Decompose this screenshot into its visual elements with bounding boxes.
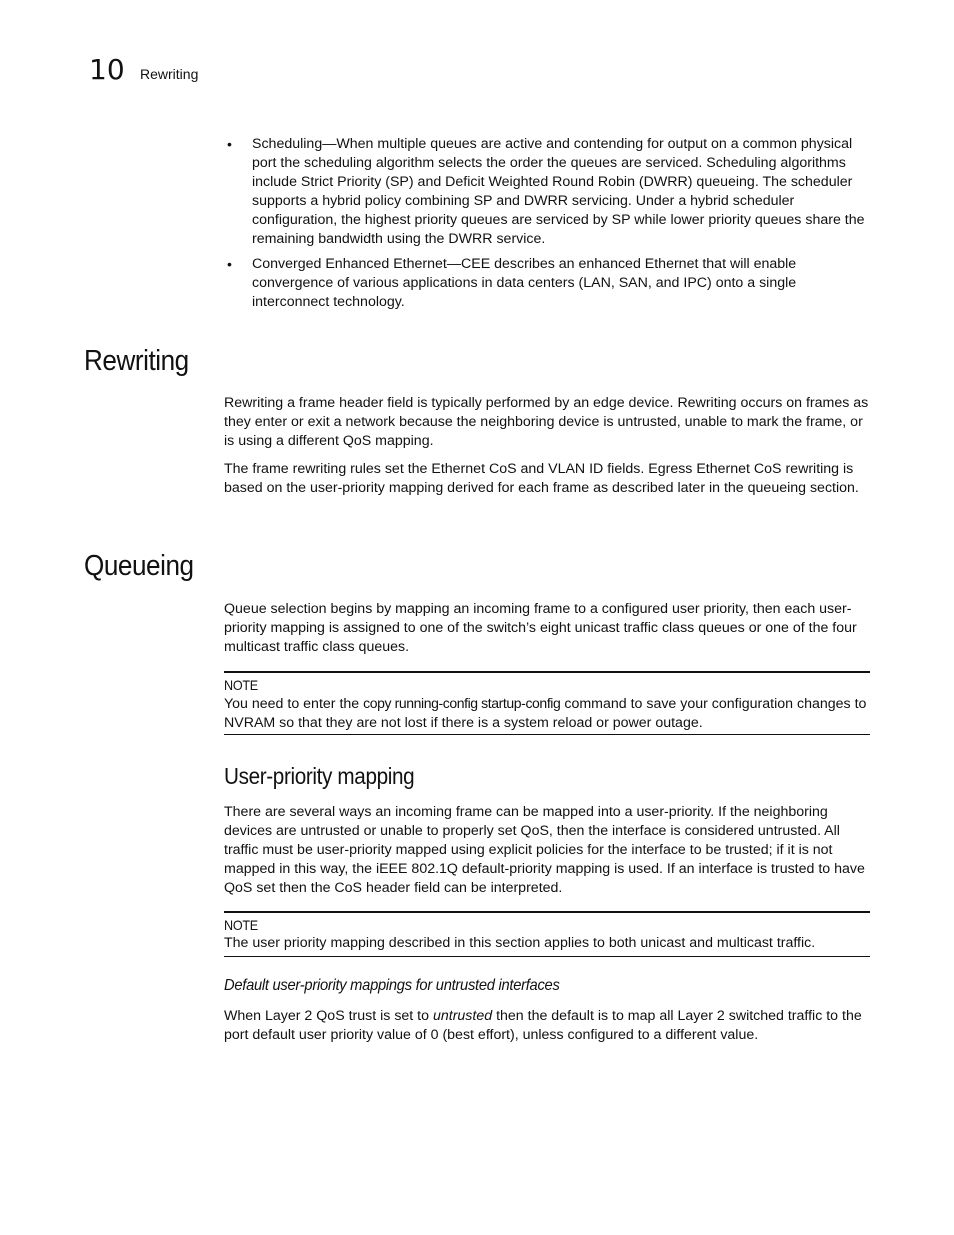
bullet-text: Scheduling—When multiple queues are active and contending for output on a common physical port the scheduling algorithm selects the order the queues are serviced. Scheduling algorithms include Strict Priority (SP) and Deficit Weighted Round Robin (DWRR) queueing. The scheduler supports a hybrid policy combining SP and DWRR servicing. Under a hybrid scheduler configuration, the highest priority queues are serviced by SP while lower priority queues share the remaining bandwidth using the DWRR service. <box>252 136 865 247</box>
para-text-after: then the default is to map all Layer 2 switched traffic to the port default user priority value of 0 (best effort), unless configured to a different value. <box>224 1008 862 1043</box>
note-label: NOTE <box>224 677 258 693</box>
rewriting-heading: Rewriting <box>84 345 189 377</box>
default-mappings-subheading: Default user-priority mappings for untrusted interfaces <box>224 977 560 994</box>
note-text: The user priority mapping described in this section applies to both unicast and multicast traffic. <box>224 935 816 951</box>
command-text: copy running-config startup-config <box>363 695 561 711</box>
user-priority-body <box>224 803 870 898</box>
list-item <box>224 255 870 312</box>
chapter-number: 10 <box>89 53 125 86</box>
note-text-after: command to save your configuration changes to NVRAM so that they are not lost if there is a system reload or power outage. <box>224 696 867 731</box>
list-item <box>224 135 870 249</box>
queueing-body <box>224 600 870 657</box>
user-priority-heading: User-priority mapping <box>224 763 415 789</box>
rewriting-paragraph-1: Rewriting a frame header field is typically performed by an edge device. Rewriting occurs on frames as they enter or exit a network because the neighboring device is untrusted, unable to mark the frame, or is using a different QoS mapping. <box>224 395 869 449</box>
user-priority-paragraph-1: There are several ways an incoming frame can be mapped into a user-priority. If the neighboring devices are untrusted or unable to properly set QoS, then the interface is considered untrusted. All traffic must be user-priority mapped using explicit policies for the interface to be trusted; if it is not mapped in this way, the iEEE 802.1Q default-priority mapping is used. If an interface is trusted to have QoS set then the CoS header field can be interpreted. <box>224 804 865 896</box>
note-box-config <box>224 671 870 735</box>
bullet-icon: • <box>227 136 232 152</box>
bullet-text: Converged Enhanced Ethernet—CEE describes an enhanced Ethernet that will enable convergence of various applications in data centers (LAN, SAN, and IPC) onto a single interconnect technology. <box>252 256 797 310</box>
default-mappings-body <box>224 1007 870 1045</box>
note-label: NOTE <box>224 917 258 933</box>
note-text-before: You need to enter the <box>224 696 364 712</box>
note-text <box>224 694 870 733</box>
para-text-before: When Layer 2 QoS trust is set to <box>224 1008 433 1024</box>
bullet-icon: • <box>227 256 232 272</box>
running-header-title: Rewriting <box>140 66 199 82</box>
queueing-heading: Queueing <box>84 550 194 582</box>
note-box-unicast-multicast <box>224 911 870 957</box>
rewriting-paragraph-2: The frame rewriting rules set the Ethernet CoS and VLAN ID fields. Egress Ethernet CoS rewriting is based on the user-priority mapping derived for each frame as described later in the queueing section. <box>224 461 859 496</box>
default-mappings-paragraph <box>224 1007 870 1045</box>
emphasis-untrusted: untrusted <box>432 1008 493 1024</box>
rewriting-body <box>224 394 870 498</box>
bullet-list <box>224 135 870 318</box>
queueing-paragraph-1: Queue selection begins by mapping an incoming frame to a configured user priority, then each user-priority mapping is assigned to one of the switch’s eight unicast traffic class queues or one of the four multicast traffic class queues. <box>224 601 857 655</box>
